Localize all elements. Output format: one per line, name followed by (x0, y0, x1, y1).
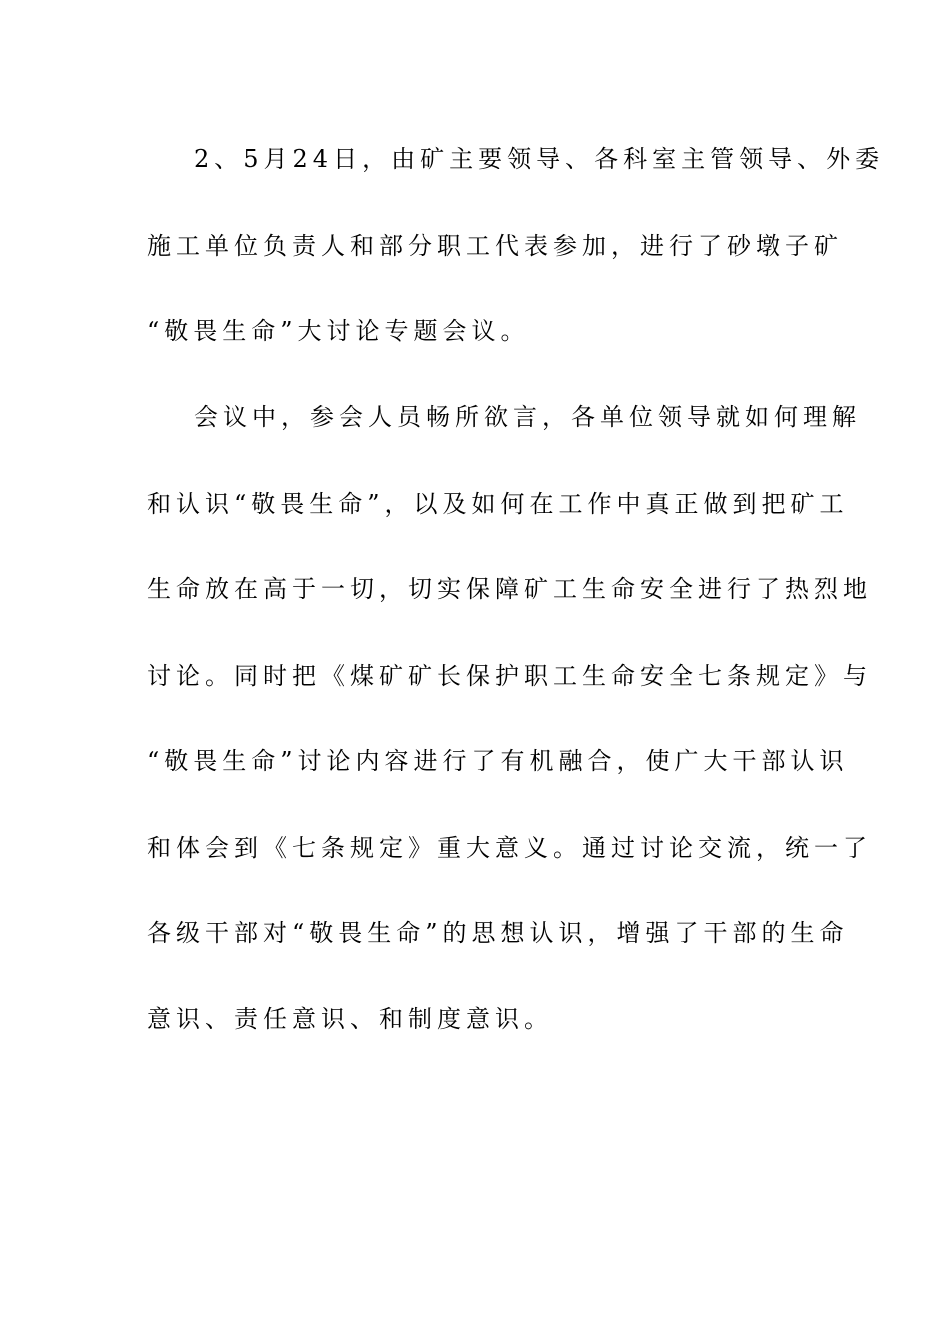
paragraph-1-line-1: 2、5月24日，由矿主要领导、各科室主管领导、外委 (194, 145, 885, 173)
paragraph-2-line-3: 生命放在高于一切，切实保障矿工生命安全进行了热烈地 (147, 575, 872, 603)
paragraph-2-line-2: 和认识“敬畏生命”，以及如何在工作中真正做到把矿工 (147, 490, 849, 518)
paragraph-2-line-6: 和体会到《七条规定》重大意义。通过讨论交流，统一了 (147, 834, 872, 862)
paragraph-1-line-2: 施工单位负责人和部分职工代表参加，进行了砂墩子矿 (147, 232, 843, 260)
paragraph-2-line-8: 意识、责任意识、和制度意识。 (147, 1005, 553, 1033)
paragraph-1-line-3: “敬畏生命”大讨论专题会议。 (147, 317, 530, 345)
paragraph-2-line-5: “敬畏生命”讨论内容进行了有机融合，使广大干部认识 (147, 747, 849, 775)
paragraph-2-line-7: 各级干部对“敬畏生命”的思想认识，增强了干部的生命 (147, 919, 849, 947)
paragraph-2-line-4: 讨论。同时把《煤矿矿长保护职工生命安全七条规定》与 (147, 662, 872, 690)
paragraph-2-line-1: 会议中，参会人员畅所欲言，各单位领导就如何理解 (194, 403, 861, 431)
